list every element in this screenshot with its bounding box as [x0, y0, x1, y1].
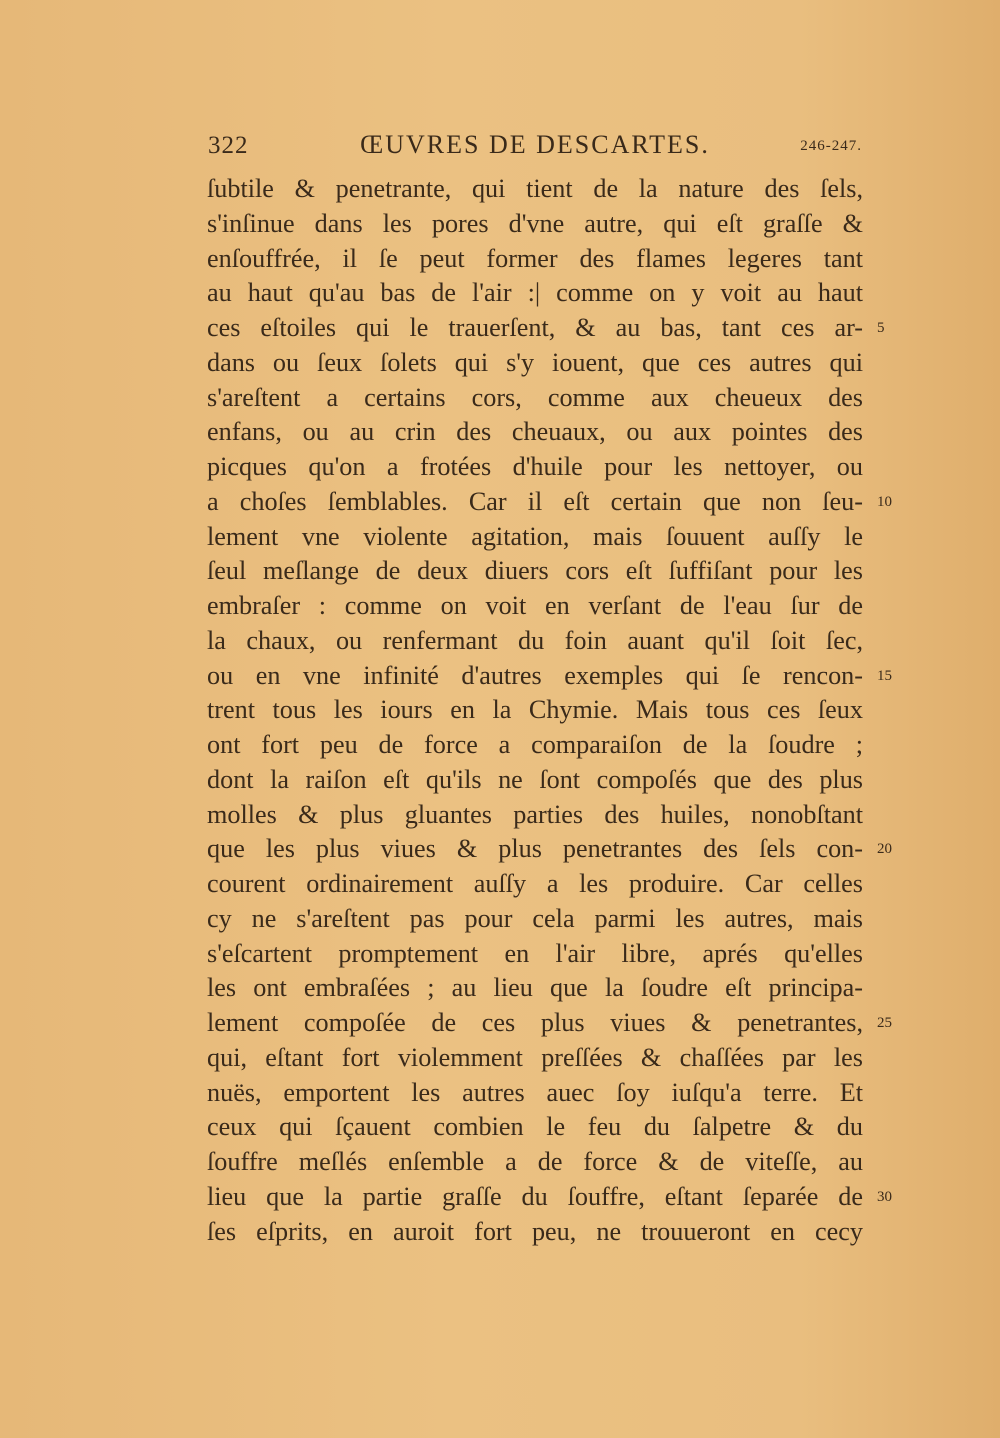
line-number-marker: 10 [877, 493, 892, 510]
line-text: picques qu'on a frotées d'huile pour les nettoyer, ou [207, 452, 863, 481]
line-text: lieu que la partie graſſe du ſouffre, eſtant ſeparée de [207, 1181, 863, 1211]
text-line [207, 693, 863, 728]
text-line [207, 554, 863, 589]
page-number: 322 [208, 132, 249, 159]
line-text: lement vne violente agitation, mais ſouuent auſſy le [207, 521, 863, 551]
text-line [207, 242, 863, 277]
running-title: ŒUVRES DE DESCARTES. [360, 130, 710, 159]
line-text: ceux qui ſçauent combien le feu du ſalpetre & du [207, 1112, 863, 1142]
line-text: cy ne s'areſtent pas pour cela parmi les autres, mais [207, 903, 863, 933]
text-line [207, 1041, 863, 1076]
text-line [207, 937, 863, 972]
running-head [208, 128, 862, 168]
line-text: lement compoſée de ces plus viues & penetrantes, [207, 1008, 863, 1037]
line-text: a choſes ſemblables. Car il eſt certain que non ſeu- [207, 486, 863, 516]
line-text: s'areſtent a certains cors, comme aux cheueux des [207, 382, 863, 412]
text-line [207, 1145, 863, 1180]
text-line [207, 346, 863, 381]
page-range: 246-247. [800, 138, 862, 154]
text-line [207, 728, 863, 763]
line-text: molles & plus gluantes parties des huiles, nonobſtant [207, 799, 863, 829]
line-text: ſouffre meſlés enſemble a de force & de viteſſe, au [207, 1147, 863, 1176]
line-text: s'inſinue dans les pores d'vne autre, qui eſt graſſe & [207, 208, 863, 238]
text-line [207, 867, 863, 902]
line-number-marker: 30 [877, 1188, 892, 1205]
line-text: au haut qu'au bas de l'air :| comme on y voit au haut [207, 278, 863, 308]
line-text: dans ou ſeux ſolets qui s'y iouent, que ces autres qui [207, 347, 863, 377]
line-number-marker: 20 [877, 841, 892, 858]
text-line [207, 276, 863, 311]
text-line [207, 902, 863, 937]
line-text: que les plus viues & plus penetrantes des ſels con- [207, 834, 863, 864]
line-text: la chaux, ou renfermant du foin auant qu'il ſoit ſec, [207, 625, 863, 655]
line-number-marker: 25 [877, 1015, 892, 1031]
line-text: ont fort peu de force a comparaiſon de la ſoudre ; [207, 730, 863, 759]
line-text: ou en vne infinité d'autres exemples qui ſe rencon- [207, 660, 863, 690]
text-line [207, 659, 892, 694]
text-line [207, 172, 863, 207]
text-line [207, 1076, 863, 1111]
text-line [207, 1215, 863, 1250]
text-line [207, 798, 863, 833]
line-text: ſubtile & penetrante, qui tient de la nature des ſels, [207, 174, 863, 203]
text-line [207, 1006, 892, 1041]
line-text: qui, eſtant fort violemment preſſées & chaſſées par les [207, 1042, 863, 1072]
line-number-marker: 15 [877, 667, 892, 684]
text-line [207, 381, 863, 416]
text-line [207, 1180, 892, 1215]
text-line [207, 415, 863, 450]
text-line [207, 311, 885, 346]
line-text: courent ordinairement auſſy a les produire. Car celles [207, 869, 863, 898]
text-line [207, 832, 892, 867]
line-text: ſeul meſlange de deux diuers cors eſt ſuffiſant pour les [207, 556, 863, 586]
text-line [207, 207, 863, 242]
line-text: enſouffrée, il ſe peut former des flames legeres tant [207, 243, 863, 273]
line-text: ces eſtoiles qui le trauerſent, & au bas, tant ces ar- [207, 313, 863, 342]
text-line [207, 520, 863, 555]
text-line [207, 624, 863, 659]
text-line [207, 763, 863, 798]
line-text: nuës, emportent les autres auec ſoy iuſqu'a terre. Et [207, 1077, 863, 1107]
line-text: trent tous les iours en la Chymie. Mais tous ces ſeux [207, 695, 863, 725]
text-block [207, 172, 892, 1249]
text-line [207, 450, 863, 485]
line-text: dont la raiſon eſt qu'ils ne ſont compoſés que des plus [207, 764, 863, 794]
text-line [207, 589, 863, 624]
text-line [207, 1110, 863, 1145]
text-line [207, 971, 863, 1006]
line-text: enfans, ou au crin des cheuaux, ou aux pointes des [207, 417, 863, 447]
line-text: embraſer : comme on voit en verſant de l'eau ſur de [207, 591, 863, 620]
line-text: s'eſcartent promptement en l'air libre, aprés qu'elles [207, 938, 863, 968]
text-line [207, 485, 892, 520]
line-number-marker: 5 [877, 320, 885, 336]
line-text: les ont embraſées ; au lieu que la ſoudre eſt principa- [207, 973, 863, 1003]
line-text: ſes eſprits, en auroit fort peu, ne trouueront en cecy [207, 1216, 863, 1246]
